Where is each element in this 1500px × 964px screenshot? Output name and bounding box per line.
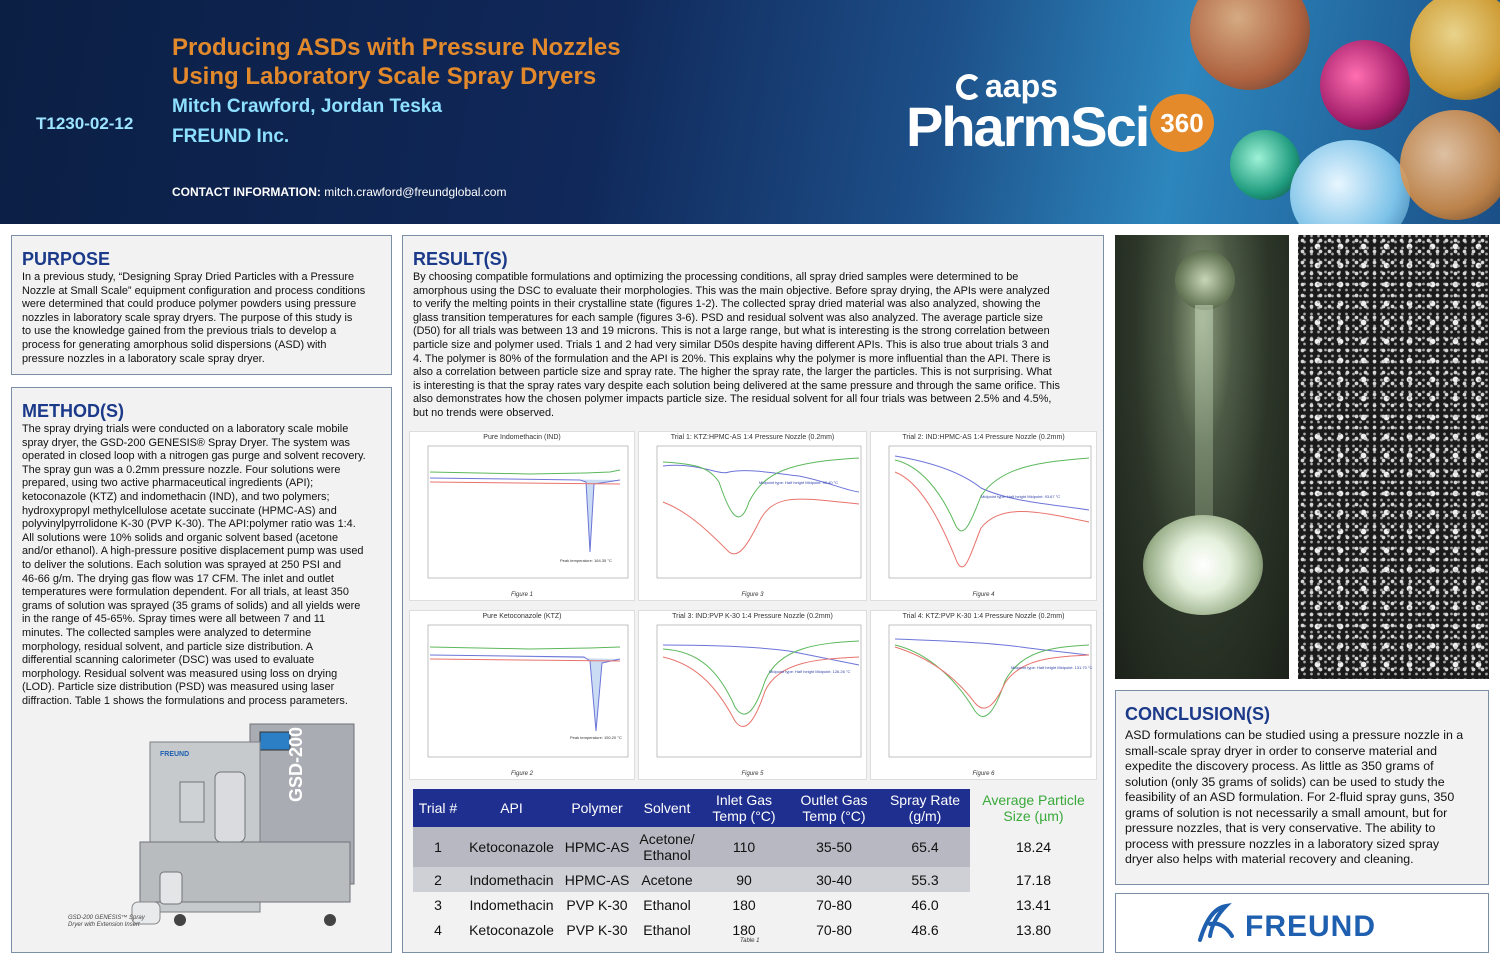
authors: Mitch Crawford, Jordan Teska (172, 96, 442, 117)
table-cell: PVP K-30 (560, 892, 634, 917)
dsc-figure-4 (870, 431, 1097, 601)
dsc-figure-2 (409, 610, 635, 780)
figure-note: Peak temperature: 164.35 °C (560, 558, 612, 563)
table-cell: Indomethacin (463, 867, 560, 892)
table-header-cell: API (463, 789, 560, 827)
conclusion-title: CONCLUSION(S) (1125, 704, 1270, 724)
figure-title: Pure Indomethacin (IND) (483, 434, 561, 441)
results-table (413, 789, 1097, 942)
table-row (413, 867, 1097, 892)
purpose-line: In a previous study, “Designing Spray Dried Particles with a Pressure (22, 271, 355, 283)
methods-line: morphology. Residual solvent was measured using loss on drying (22, 667, 338, 680)
contact-info (172, 185, 506, 199)
results-text (413, 271, 1060, 421)
figure-note: Midpoint type: Half height Midpoint: 90.40 °C (759, 480, 839, 485)
methods-title: METHOD(S) (22, 401, 124, 421)
table-cell: 13.80 (970, 917, 1097, 942)
figure-title: Pure Ketoconazole (KTZ) (482, 613, 562, 620)
contact-label: CONTACT INFORMATION: (172, 185, 321, 199)
table-header-row (413, 789, 1097, 827)
table-cell: 55.3 (880, 867, 970, 892)
figure-note: Midpoint type: Half height Midpoint: 131.70 °C (1011, 665, 1093, 670)
table-cell: Ketoconazole (463, 917, 560, 942)
table-cell: 48.6 (880, 917, 970, 942)
results-line: By choosing compatible formulations and optimizing the processing conditions, all spray dried samples were determined to be (413, 271, 1019, 283)
organization: FREUND Inc. (172, 126, 290, 147)
table-header-cell: Spray Rate (g/m) (880, 789, 970, 827)
methods-line: (LOD). Particle size distribution (PSD) was measured using laser (22, 681, 335, 694)
dsc-plot (639, 611, 868, 781)
title-line-2: Using Laboratory Scale Spray Dryers (172, 63, 597, 90)
table-cell: 110 (700, 827, 788, 867)
figure-title: Trial 1: KTZ:HPMC-AS 1:4 Pressure Nozzle (0.2mm) (670, 434, 835, 441)
decor-orb-3 (1410, 0, 1500, 100)
freund-logo-text: FREUND (1245, 910, 1376, 943)
methods-line: morphology, residual solvent, and particle size distribution. A (22, 640, 313, 653)
results-line: 4. The polymer is 80% of the formulation and the API is 20%. This explains why the polymer is more influential than the API. There is (413, 352, 1051, 365)
conclusion-line: pressure nozzles, that is very conservative. The ability to (1125, 821, 1436, 835)
table-cell: 2 (413, 867, 463, 892)
conclusion-text (1125, 728, 1463, 868)
table-cell: 3 (413, 892, 463, 917)
particle-micrograph (1298, 235, 1489, 679)
machine-brand: FREUND (160, 751, 190, 758)
table-row (413, 892, 1097, 917)
figure-caption: Figure 2 (510, 771, 533, 777)
decor-orb-5 (1290, 140, 1410, 224)
table-cell: PVP K-30 (560, 917, 634, 942)
purpose-text (22, 271, 365, 366)
purpose-line: pressure nozzles in a laboratory scale spray dryer. (22, 352, 265, 365)
dsc-figure-5 (638, 610, 867, 780)
nozzle-bright-disc (1143, 515, 1263, 615)
figure-note: Midpoint type: Half height Midpoint: 93.67 °C (981, 494, 1061, 499)
methods-line: and/or ethanol). A high-pressure positive displacement pump was used (22, 545, 364, 558)
figure-caption: Figure 4 (972, 592, 995, 598)
results-line: also demonstrates how the chosen polymer impacts particle size. The residual solvent for all four trials was between 2.5% and 4.5%, (413, 393, 1052, 406)
figure-note: Midpoint type: Half height Midpoint: 126.26 °C (769, 669, 851, 674)
purpose-line: were determined that could produce polymer powders using pressure (22, 298, 357, 311)
nozzle-spray-beam (1195, 305, 1213, 525)
table-cell: Acetone/ Ethanol (634, 827, 700, 867)
figure-title: Trial 4: KTZ:PVP K-30 1:4 Pressure Nozzle (0.2mm) (902, 613, 1065, 620)
methods-line: The spray drying trials were conducted on a laboratory scale mobile (22, 423, 349, 435)
conclusion-line: small-scale spray dryer in order to conserve material and (1125, 743, 1437, 758)
results-title: RESULT(S) (413, 249, 508, 269)
pharmsci-360-badge: 360 (1150, 94, 1214, 152)
methods-line: spray dryer, the GSD-200 GENESIS® Spray Dryer. The system was (22, 436, 350, 449)
results-line: to verify the melting points in their crystalline state (figures 1-2). The collected spray dried material was also analyzed, showing the (413, 298, 1041, 311)
table-cell: HPMC-AS (560, 867, 634, 892)
machine-label: GSD-200 (286, 726, 306, 802)
table-header-cell: Average Particle Size (µm) (970, 789, 1097, 827)
table-cell: 70-80 (788, 917, 880, 942)
aaps-logo-text: aaps (985, 68, 1058, 104)
conclusion-line: solution (only 35 grams of solids) can be used to study the (1125, 774, 1445, 789)
dsc-plot (871, 611, 1098, 781)
table-cell: 18.24 (970, 827, 1097, 867)
table-cell: 30-40 (788, 867, 880, 892)
dsc-figure-3 (638, 431, 867, 601)
table-header-cell: Trial # (413, 789, 463, 827)
purpose-line: process for generating amorphous solid dispersions (ASD) with (22, 338, 327, 351)
methods-line: minutes. The collected samples were analyzed to determine (22, 626, 312, 639)
title-line-1: Producing ASDs with Pressure Nozzles (172, 34, 621, 61)
dsc-figure-6 (870, 610, 1097, 780)
conclusion-line: expedite the discovery process. As little as 350 grams of (1125, 759, 1434, 773)
machine-caption-line: GSD-200 GENESIS™ Spray (68, 915, 145, 921)
results-line: amorphous using the DSC to evaluate their morphologies. This was the main objective. Before spray drying, the APIs were analyzed (413, 284, 1050, 297)
dsc-plot (410, 611, 636, 781)
table-caption: Table 1 (740, 938, 760, 944)
methods-line: polyvinylpyrrolidone K-30 (PVP K-30). The API:polymer ratio was 1:4. (22, 518, 356, 531)
methods-line: operated in closed loop with a nitrogen gas purge and solvent recovery. (22, 450, 366, 463)
table-cell: 46.0 (880, 892, 970, 917)
figure-caption: Figure 1 (510, 592, 533, 598)
table-cell: 35-50 (788, 827, 880, 867)
header-banner (0, 0, 1500, 224)
conclusion-line: process with pressure nozzles in a laboratory sized spray (1125, 836, 1440, 851)
methods-line: in the range of 45-65%. Spray times were all between 7 and 11 (22, 613, 326, 626)
results-line: (D50) for all trials was between 13 and 19 microns. This is not a large range, but what is interesting is the strong correlation between (413, 325, 1050, 338)
pharmsci-logo-text: PharmSci (906, 95, 1149, 158)
dsc-plot (410, 432, 636, 602)
table-row (413, 827, 1097, 867)
methods-line: ketoconazole (KTZ) and indomethacin (IND), and two polymers; (22, 490, 330, 503)
methods-text (22, 423, 366, 708)
figure-caption: Figure 5 (741, 771, 764, 777)
table-cell: HPMC-AS (560, 827, 634, 867)
figure-caption: Figure 6 (972, 771, 995, 777)
table-cell: Indomethacin (463, 892, 560, 917)
machine-caption-line: Dryer with Extension Insert (68, 922, 140, 928)
methods-line: prepared, using two active pharmaceutical ingredients (API); (22, 477, 314, 490)
dsc-figure-1 (409, 431, 635, 601)
nozzle-photo (1115, 235, 1289, 679)
conclusion-line: dryer also helps with material recovery and cleaning. (1125, 852, 1414, 866)
table-cell: Ketoconazole (463, 827, 560, 867)
table-cell: 13.41 (970, 892, 1097, 917)
spray-dryer-image (130, 722, 370, 932)
methods-line: grams of solution was sprayed (35 grams of solids) and all yields were (22, 599, 361, 612)
contact-email: mitch.crawford@freundglobal.com (324, 185, 507, 199)
poster-id: T1230-02-12 (36, 114, 134, 133)
decor-orb-2 (1320, 40, 1410, 130)
methods-line: to deliver the solutions. Each solution was sprayed at 250 PSI and (22, 558, 342, 571)
freund-swoosh-icon (1192, 900, 1238, 946)
decor-orb-1 (1190, 0, 1310, 90)
dsc-plot (871, 432, 1098, 602)
methods-line: hydroxypropyl methylcellulose acetate succinate (HPMC-AS) and (22, 504, 337, 517)
purpose-line: to use the knowledge gained from the previous trials to develop a (22, 325, 337, 338)
table-cell: 1 (413, 827, 463, 867)
purpose-line: nozzles in laboratory scale spray dryers. The purpose of this study is (22, 311, 353, 324)
table-cell: Acetone (634, 867, 700, 892)
methods-line: The spray gun was a 0.2mm pressure nozzle. Four solutions were (22, 463, 341, 476)
figure-title: Trial 3: IND:PVP K-30 1:4 Pressure Nozzle (0.2mm) (672, 613, 833, 620)
table-cell: Ethanol (634, 892, 700, 917)
table-cell: 70-80 (788, 892, 880, 917)
methods-line: temperatures were formulation dependent. For all trials, at least 350 (22, 586, 349, 599)
methods-line: differential scanning calorimeter (DSC) was used to evaluate (22, 654, 315, 667)
results-line: but no trends were observed. (413, 406, 555, 419)
table-header-cell: Solvent (634, 789, 700, 827)
table-cell: Ethanol (634, 917, 700, 942)
figure-title: Trial 2: IND:HPMC-AS 1:4 Pressure Nozzle (0.2mm) (902, 434, 1065, 441)
conclusion-line: ASD formulations can be studied using a pressure nozzle in a (1125, 728, 1464, 742)
results-line: is interesting is that the spray rates vary despite each solution being delivered at the same pressure and through the same orifice. This (413, 379, 1060, 392)
table-cell: 4 (413, 917, 463, 942)
table-cell: 90 (700, 867, 788, 892)
results-line: particle size and polymer used. Trials 1 and 2 had very similar D50s despite having different APIs. This is also true about trials 3 and (413, 338, 1049, 351)
table-header-cell: Inlet Gas Temp (°C) (700, 789, 788, 827)
nozzle-tip (1175, 250, 1235, 310)
methods-line: 46-66 g/m. The drying gas flow was 17 CFM. The inlet and outlet (22, 572, 334, 585)
decor-orb-6 (1400, 110, 1500, 220)
methods-line: All solutions were 10% solids and organic solvent based (acetone (22, 531, 339, 544)
table-header-cell: Polymer (560, 789, 634, 827)
results-line: also a correlation between particle size and spray rate. The higher the spray rate, the larger the particles. This is not surprising. What (413, 366, 1052, 379)
purpose-title: PURPOSE (22, 249, 111, 269)
figure-caption: Figure 3 (741, 592, 764, 598)
figure-note: Peak temperature: 150.20 °C (570, 735, 622, 740)
table-cell: 17.18 (970, 867, 1097, 892)
table-cell: 65.4 (880, 827, 970, 867)
results-line: glass transition temperatures for each sample (figures 3-6). PSD and residual solvent was also analyzed. The average particle size (413, 311, 1043, 324)
machine-caption (68, 915, 145, 929)
conclusion-line: feasibility of an ASD formulation. For 2-fluid spray guns, 350 (1125, 790, 1455, 804)
table-cell: 180 (700, 892, 788, 917)
dsc-plot (639, 432, 868, 602)
methods-line: diffraction. Table 1 shows the formulations and process parameters. (22, 694, 348, 707)
table-cell: 180 (700, 917, 788, 942)
purpose-line: Nozzle at Small Scale” equipment configuration and process conditions (22, 284, 366, 297)
conclusion-line: grams of solution is not necessarily a small amount, but for (1125, 805, 1448, 820)
table-header-cell: Outlet Gas Temp (°C) (788, 789, 880, 827)
